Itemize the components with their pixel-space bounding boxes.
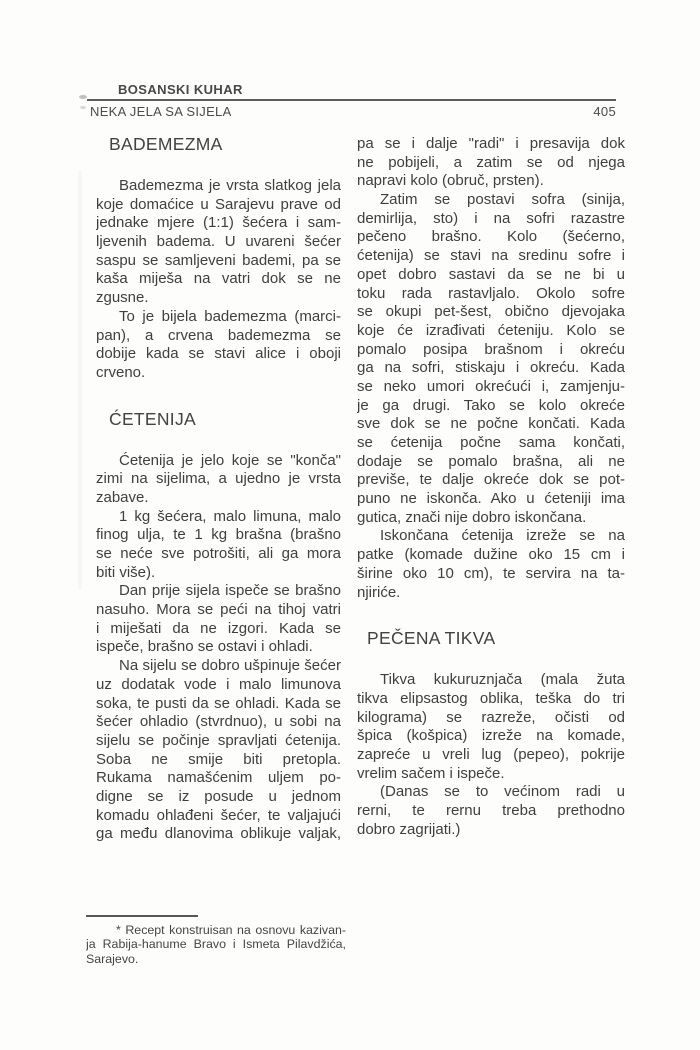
- scan-speck: [80, 106, 86, 109]
- text-line: zgusne.: [96, 289, 149, 307]
- footnote-line: ja Rabija-hanume Bravo i Ismeta Pilavdžića,: [86, 937, 346, 952]
- text-line: je ga drugi. Tako se kolo okreće: [357, 396, 625, 414]
- scan-speck: [79, 95, 87, 99]
- text-line: previše, te dalje okreće dok se pot-: [357, 471, 625, 489]
- text-line: pa se i dalje "radi" i presavija dok: [357, 135, 625, 152]
- text-line: ga na sofri, stiskaju i okreću. Kada: [357, 359, 625, 377]
- text-line: finog ulja, te 1 kg brašna (brašno: [96, 526, 341, 544]
- text-line: zabave.: [96, 488, 149, 506]
- text-line: zapreće u vreli lug (pepeo), pokrije: [357, 745, 625, 763]
- text-line: Rukama namašćenim uljem po-: [96, 769, 341, 787]
- text-line: 1 kg šećera, malo limuna, malo: [119, 507, 341, 525]
- header-rule: [87, 99, 616, 101]
- chapter-title: NEKA JELA SA SIJELA: [90, 104, 232, 119]
- text-line: Na sijelu se dobro ušpinuje šećer: [119, 657, 341, 675]
- text-line: komadu ohlađeni šećer, te valjajući: [96, 806, 341, 824]
- footnote-text: [86, 923, 346, 966]
- text-line: patke (komade dužine oko 15 cm i: [357, 546, 625, 564]
- text-line: napravi kolo (obruč, prsten).: [357, 172, 544, 190]
- text-line: Tikva kukuruznjača (mala žuta: [380, 671, 625, 689]
- footnote-rule: [86, 915, 198, 917]
- text-line: sve dok se ne počne končati. Kada: [357, 415, 625, 433]
- text-line: puno ne iskonča. Ako u ćeteniji ima: [357, 490, 625, 508]
- text-line: jednake mjere (1:1) šećera i sam-: [96, 214, 341, 232]
- text-line: To je bijela bademezma (marci-: [119, 307, 341, 325]
- text-line: nasuho. Mora se peći na tihoj vatri: [96, 601, 341, 619]
- text-line: pan), a crvena bademezma se: [96, 326, 341, 344]
- text-line: uz dodatak vode i malo limunova: [96, 675, 341, 693]
- text-line: crveno.: [96, 363, 146, 381]
- text-line: dobije kada se stavi alice i oboji: [96, 345, 341, 363]
- book-title: BOSANSKI KUHAR: [118, 82, 243, 97]
- header-row: [87, 104, 616, 119]
- text-line: Soba ne smije biti pretopla.: [96, 750, 341, 768]
- text-line: i miješati da ne izgori. Kada se: [96, 619, 341, 637]
- text-line: toku rada rastavljalo. Okolo sofre: [357, 284, 625, 302]
- text-line: pečeno brašno. Kolo (šećerno,: [357, 228, 625, 246]
- text-line: njiriće.: [357, 583, 401, 601]
- section-heading: BADEMEZMA: [109, 134, 223, 154]
- text-line: pomalo posipa brašnom i okreću: [357, 340, 625, 358]
- text-line: Zatim se postavi sofra (sinija,: [380, 191, 625, 209]
- text-line: širine oko 10 cm), te servira na ta-: [357, 564, 625, 582]
- text-line: biti više).: [96, 563, 156, 581]
- section-heading: PEČENA TIKVA: [367, 628, 496, 649]
- text-line: šećer ohladio (stvrdnuo), u sobi na: [96, 713, 341, 731]
- section-heading: ĆETENIJA: [109, 408, 196, 429]
- text-line: gutica, znači nije dobro iskončana.: [357, 508, 587, 526]
- text-line: se neće sve potrošiti, ali ga mora: [96, 545, 341, 562]
- text-line: rerni, te rernu treba prethodno: [357, 802, 625, 819]
- text-line: sijelu se počinje spravljati ćetenija.: [96, 731, 341, 749]
- text-line: soka, te pusti da se ohladi. Kada se: [96, 694, 341, 712]
- page-header: [87, 82, 616, 119]
- scan-smudge: [78, 170, 82, 590]
- text-line: se okupi pet-šest, obično djevojaka: [357, 303, 625, 321]
- page-number: 405: [593, 104, 616, 119]
- text-line: opet dobro sastavi da se ne bi u: [357, 265, 625, 283]
- footnote-line: Sarajevo.: [86, 951, 139, 966]
- text-line: vrelim sačem i ispeče.: [357, 764, 505, 782]
- text-line: zimi na sijelima, a ujedno je vrsta: [96, 470, 341, 488]
- text-line: (Danas se to većinom radi u: [380, 783, 625, 801]
- text-line: ćetenija) se stavi na sredinu sofre i: [357, 247, 625, 265]
- text-line: digne se iz posude u jednom: [96, 787, 341, 805]
- footnote: [86, 915, 346, 966]
- text-line: ne pobijeli, a zatim se od njega: [357, 153, 625, 171]
- footnote-line: * Recept konstruisan na osnovu kazivan-: [116, 923, 346, 937]
- text-line: kaša miješa na vatri dok se ne: [96, 270, 341, 288]
- text-line: Dan prije sijela ispeče se brašno: [119, 582, 341, 600]
- text-line: tikva elipsastog oblika, teška do tri: [357, 689, 625, 707]
- right-column: [357, 135, 625, 839]
- left-column: [96, 134, 341, 844]
- text-line: demirlija, sto) i na sofri razastre: [357, 209, 625, 227]
- text-line: Iskončana ćetenija izreže se na: [380, 527, 625, 545]
- text-line: Ćetenija je jelo koje se "konča": [119, 451, 341, 469]
- text-line: Bademezma je vrsta slatkog jela: [119, 177, 341, 194]
- text-line: špica (košpica) izreže na komade,: [357, 727, 625, 745]
- text-line: se ćetenija počne sama končati,: [357, 434, 625, 451]
- text-line: dobro zagrijati.): [357, 820, 461, 838]
- text-line: ga među dlanovima oblikuje valjak,: [96, 825, 341, 843]
- text-line: ljevenih badema. U uvareni šećer: [96, 233, 341, 251]
- text-line: ispeče, brašno se ostavi i ohladi.: [96, 638, 313, 656]
- text-line: dodaje se pomalo brašna, ali ne: [357, 452, 625, 470]
- text-line: koje domaćice u Sarajevu prave od: [96, 195, 341, 213]
- text-line: koje će izrađivati ćeteniju. Kolo se: [357, 321, 625, 339]
- text-line: se neko umori okrećući i, zamjenju-: [357, 377, 625, 395]
- text-line: kilograma) se razreže, očisti od: [357, 708, 625, 726]
- text-line: saspu se samljeveni bademi, pa se: [96, 251, 341, 269]
